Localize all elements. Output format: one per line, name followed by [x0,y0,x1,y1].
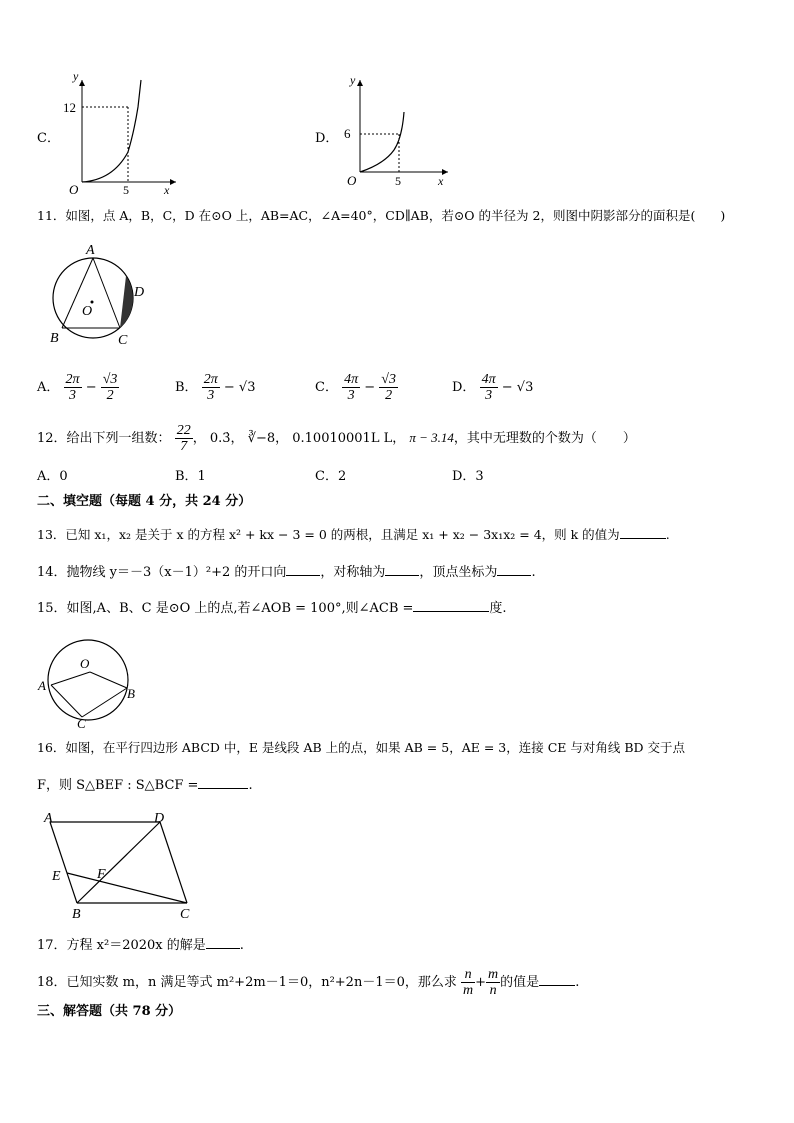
question-15-text: 15．如图,A、B、C 是⊙O 上的点,若∠AOB = 100°,则∠ACB = 度. [37,601,507,616]
answer-blank [286,563,320,576]
q12-option-b: B．1 [175,469,206,484]
section-3-heading: 三、解答题（共 78 分） [37,1004,182,1019]
point-a: A [38,678,46,693]
fraction: $\frac{√3}{2}$ [102,372,118,403]
point-c: C [180,907,190,922]
question-13-text: 13．已知 x₁，x₂ 是关于 x 的方程 x² + kx − 3 = 0 的两根，且满足 x₁ + x₂ − 3x₁x₂ = 4，则 k 的值为 . [37,527,670,542]
question-16-line2: F，则 S△BEF : S△BCF = . [37,778,253,793]
fraction: $\frac{√3}{2}$ [381,372,396,403]
option-label: A． [37,380,60,395]
tick-y-6: 6 [344,126,351,141]
question-11-text: 11．如图，点 A，B，C，D 在⊙O 上，AB=AC，∠A=40°，CD∥AB，若⊙O 的半径为 2，则图中阴影部分的面积是( ) [37,208,726,223]
point-c: C [118,333,128,348]
point-b: B [127,686,135,701]
origin-label: O [347,173,357,188]
axis-x-label: x [438,174,444,188]
point-o: O [80,656,90,671]
point-a: A [44,811,53,826]
question-12-text: 12．给出下列一组数： $\frac{22}{7}$ ， 0.3̇， ∛−8， 0.10010001L L， π − 3.14，其中无理数的个数为（ ） [37,423,636,454]
origin-label: O [69,182,79,197]
point-a: A [86,243,95,258]
point-d: D [134,285,145,300]
fraction: $\frac{4\pi}{3}$ [481,372,496,403]
figure-q11-circle [40,240,155,350]
answer-blank [497,563,531,576]
section-2-heading: 二、填空题（每题 4 分，共 24 分） [37,494,252,509]
graph-option-d [336,72,461,197]
question-18-text: 18．已知实数 m，n 满足等式 m²+2m－1＝0，n²+2n－1＝0，那么求 $\frac{n}{m}$ + $\frac{m}{n}$ 的值是 . [37,967,580,998]
point-c: C [77,716,86,730]
answer-blank [413,599,489,612]
question-16-line1: 16．如图，在平行四边形 ABCD 中，E 是线段 AB 上的点，如果 AB = 5，AE = 3，连接 CE 与对角线 BD 交于点 [37,740,686,755]
axis-x-label: x [164,183,170,197]
q11-option-a: A． $\frac{2\pi}{3}$ − $\frac{√3}{2}$ [37,372,118,403]
point-b: B [50,331,59,346]
point-b: B [72,907,81,922]
point-o: O [82,304,93,319]
answer-blank [620,526,666,539]
q11-option-d: D． $\frac{4\pi}{3}$ − √3 [452,372,534,403]
axis-y-label: y [350,73,356,87]
q11-option-c: C． $\frac{4\pi}{3}$ − $\frac{√3}{2}$ [315,372,396,403]
fraction: $\frac{2\pi}{3}$ [65,372,80,403]
answer-blank [539,973,575,986]
q11-option-b: B． $\frac{2\pi}{3}$ − √3 [175,372,256,403]
answer-blank [385,563,419,576]
option-label: C． [315,380,338,395]
cube-root: ∛−8 [247,431,276,446]
answer-blank [206,936,240,949]
figure-q16-parallelogram [35,808,205,926]
point-f: F [97,867,106,882]
axis-y-label: y [73,72,79,83]
point-e: E [52,869,61,884]
tick-x-5: 5 [395,174,401,188]
q12-option-a: A．0 [37,469,68,484]
question-14-text: 14．抛物线 y＝－3（x－1）²+2 的开口向 ，对称轴为 ，顶点坐标为 . [37,565,536,580]
tick-y-12: 12 [63,100,76,115]
option-label: B． [175,380,198,395]
fraction-22-7: $\frac{22}{7}$ [176,423,191,454]
point-d: D [154,811,165,826]
q12-option-c: C．2 [315,469,347,484]
figure-q15-circle [35,630,145,730]
option-label: D． [452,380,476,395]
answer-blank [198,776,248,789]
option-d-label: D． [315,131,339,146]
question-17-text: 17．方程 x²＝2020x 的解是 . [37,938,244,953]
graph-option-c [58,72,183,197]
tick-x-5: 5 [123,183,129,197]
q12-option-d: D．3 [452,469,484,484]
fraction-n-over-m: $\frac{n}{m}$ [463,967,474,998]
fraction: $\frac{2\pi}{3}$ [203,372,218,403]
fraction-m-over-n: $\frac{m}{n}$ [488,967,499,998]
fraction: $\frac{4\pi}{3}$ [344,372,359,403]
option-c-label: C． [37,131,60,146]
repeating-decimal: 0.3̇ [209,431,231,446]
